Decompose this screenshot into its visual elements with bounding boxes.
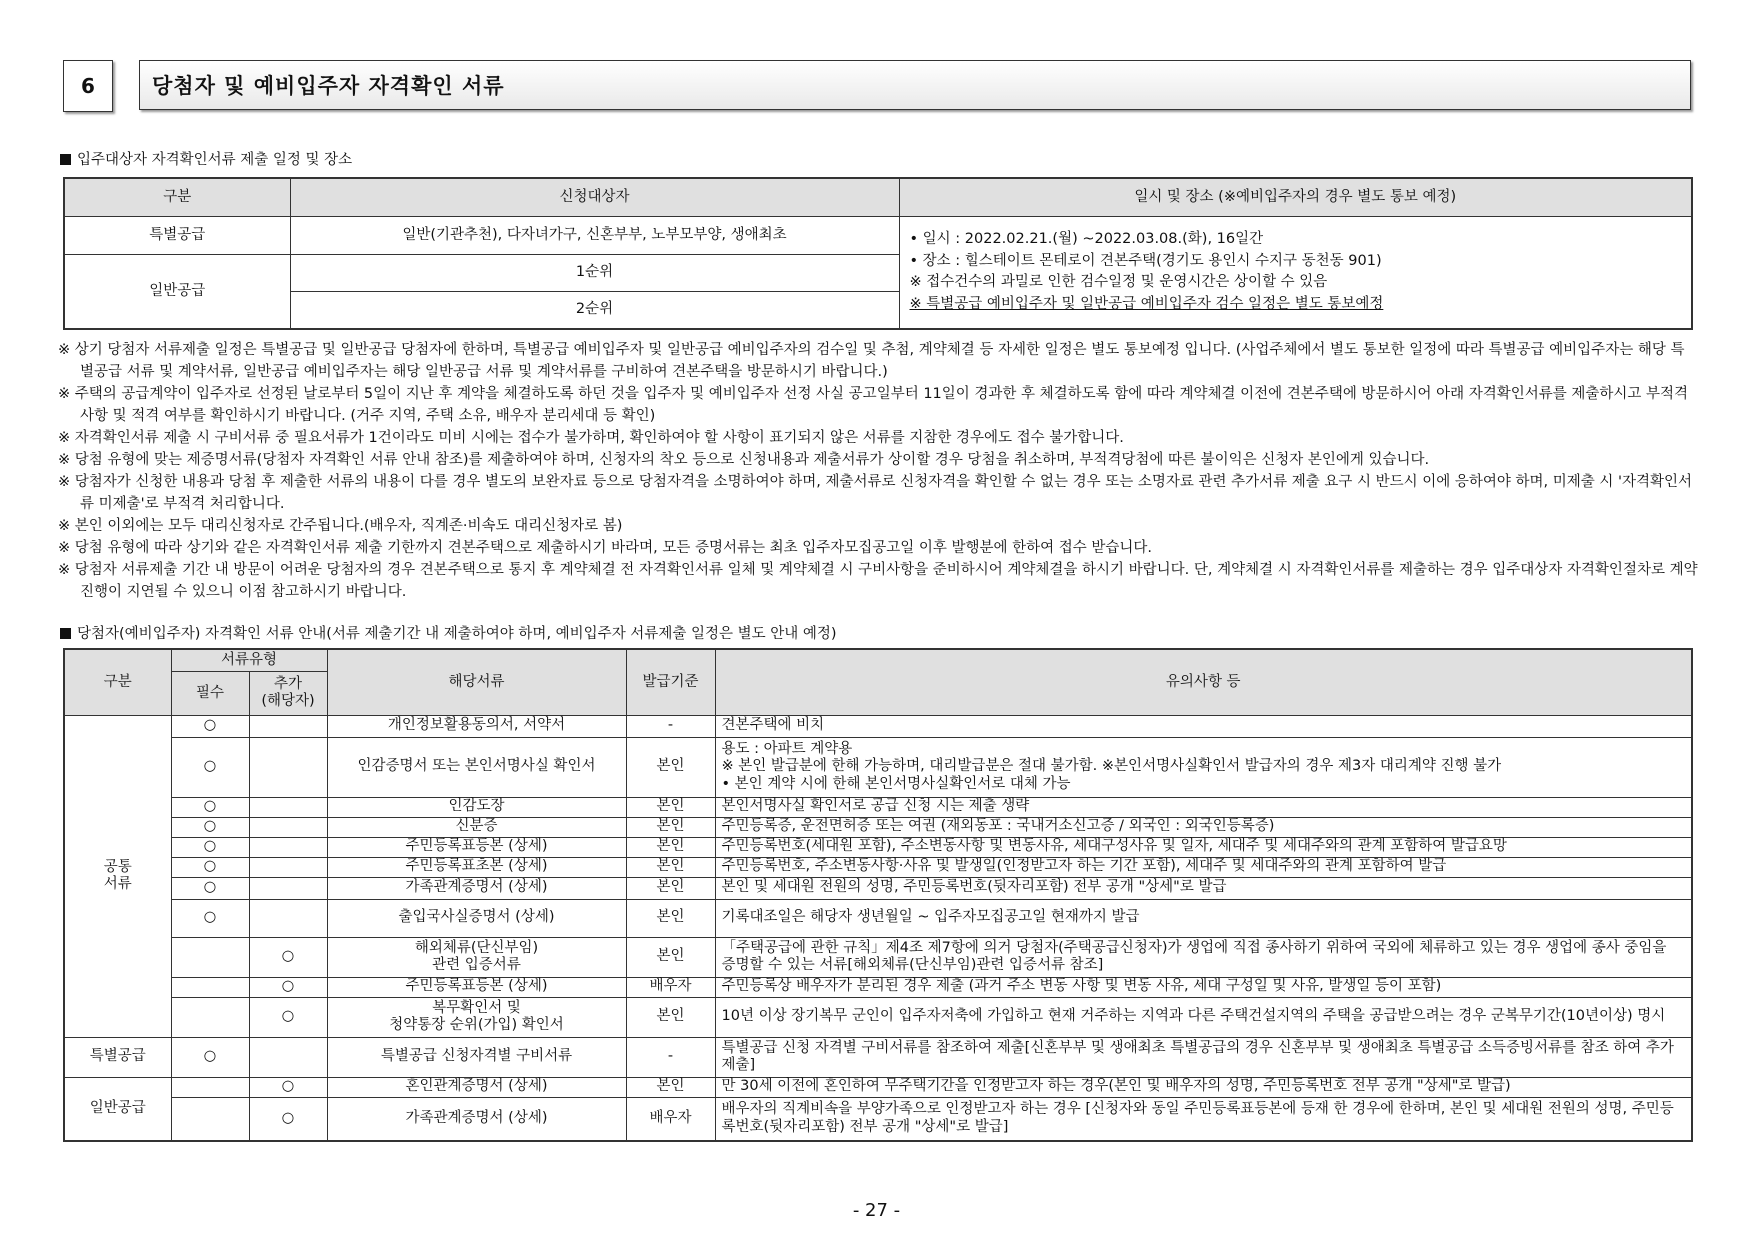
note-item: ※ 본인 이외에는 모두 대리신청자로 간주됩니다.(배우자, 직계존·비속도 대리신청자로 봄) — [58, 518, 623, 534]
schedule-header-category: 구분 — [64, 178, 290, 217]
general-rank2: 2순위 — [290, 292, 899, 329]
special-supply-label: 특별공급 — [64, 217, 290, 255]
issuer: 배우자 — [626, 1097, 715, 1141]
required-mark: ○ — [171, 737, 249, 797]
additional-mark — [249, 737, 327, 797]
additional-mark: ○ — [249, 937, 327, 977]
required-mark: ○ — [171, 1037, 249, 1077]
required-mark — [171, 1077, 249, 1097]
docs-header-additional: 추가 (해당자) — [249, 671, 327, 715]
document-name: 특별공급 신청자격별 구비서류 — [327, 1037, 626, 1077]
docs-heading-row — [60, 622, 837, 643]
additional-mark: ○ — [249, 1077, 327, 1097]
required-mark — [171, 937, 249, 977]
additional-mark: ○ — [249, 1097, 327, 1141]
general-supply-label: 일반공급 — [64, 255, 290, 329]
note-item: ※ 상기 당첨자 서류제출 일정은 특별공급 및 일반공급 당첨자에 한하며, 특별공급 예비입주자 및 일반공급 예비입주자의 검수일 및 추첨, 계약체결 등 자세한 일정은 별도 통보예정 입니다. (사업주체에서 별도 통보한 일정에 따라 특별공급 예비입주자는 해당 특별공급 서류 및 계약서류, 일반공급 예비입주자는 해당 일반공급 서류 및 계약서류를 구비하여 견본주택을 방문하시기 바랍니다.) — [58, 342, 1685, 380]
note-item: ※ 주택의 공급계약이 입주자로 선정된 날로부터 5일이 지난 후 계약을 체결하도록 하던 것을 입주자 및 예비입주자 선정 사실 공고일부터 11일이 경과한 후 체결하도록 함에 따라 계약체결 이전에 견본주택에 방문하시어 아래 자격확인서류를 제출하시고 부적격 사항 및 적격 여부를 확인하시기 바랍니다. (거주 지역, 주택 소유, 배우자 분리세대 등 확인) — [58, 386, 1689, 424]
group-label-general: 일반공급 — [64, 1077, 171, 1141]
table-row — [64, 797, 1692, 817]
note-item: ※ 당첨자 서류제출 기간 내 방문이 어려운 당첨자의 경우 견본주택으로 통지 후 계약체결 전 자격확인서류 일체 및 계약체결 시 구비사항을 준비하시어 계약체결을 하시기 바랍니다. 단, 계약체결 시 자격확인서류를 제출하는 경우 입주대상자 자격확인절차로 계약진행이 지연될 수 있으니 이점 참고하시기 바랍니다. — [58, 562, 1698, 600]
schedule-info-note: ※ 접수건수의 과밀로 인한 검수일정 및 운영시간은 상이할 수 있음 — [909, 274, 1328, 291]
special-supply-targets: 일반(기관추천), 다자녀가구, 신혼부부, 노부모부양, 생애최초 — [290, 217, 899, 255]
schedule-info — [899, 217, 1692, 329]
additional-mark — [249, 857, 327, 877]
schedule-info-reserve-note: ※ 특별공급 예비입주자 및 일반공급 예비입주자 검수 일정은 별도 통보예정 — [909, 295, 1384, 312]
issuer: - — [626, 1037, 715, 1077]
additional-mark — [249, 715, 327, 737]
document-name: 주민등록표등본 (상세) — [327, 837, 626, 857]
remark: 본인 및 세대원 전원의 성명, 주민등록번호(뒷자리포함) 전부 공개 "상세"로 발급 — [715, 877, 1692, 899]
remark: 주민등록번호, 주소변동사항·사유 및 발생일(인정받고자 하는 기간 포함), 세대주 및 세대주와의 관계 포함하여 발급 — [715, 857, 1692, 877]
additional-mark: ○ — [249, 977, 327, 997]
docs-heading: 당첨자(예비입주자) 자격확인 서류 안내(서류 제출기간 내 제출하여야 하며, 예비입주자 서류제출 일정은 별도 안내 예정) — [77, 626, 837, 642]
table-row — [64, 1037, 1692, 1077]
additional-mark — [249, 837, 327, 857]
remark: 본인서명사실 확인서로 공급 신청 시는 제출 생략 — [715, 797, 1692, 817]
document-name: 인감도장 — [327, 797, 626, 817]
required-mark: ○ — [171, 877, 249, 899]
issuer: 본인 — [626, 997, 715, 1037]
issuer: 본인 — [626, 899, 715, 937]
table-row — [64, 817, 1692, 837]
issuer: - — [626, 715, 715, 737]
remark: 10년 이상 장기복무 군인이 입주자저축에 가입하고 현재 거주하는 지역과 다른 주택건설지역의 주택을 공급받으려는 경우 군복무기간(10년이상) 명시 — [715, 997, 1692, 1037]
document-name: 주민등록표등본 (상세) — [327, 977, 626, 997]
document-name: 인감증명서 또는 본인서명사실 확인서 — [327, 737, 626, 797]
schedule-heading-row — [60, 148, 352, 169]
document-name: 신분증 — [327, 817, 626, 837]
docs-header-required: 필수 — [171, 671, 249, 715]
remark: 「주택공급에 관한 규칙」제4조 제7항에 의거 당첨자(주택공급신청자)가 생업에 직접 종사하기 위하여 국외에 체류하고 있는 경우 생업에 종사 중임을 증명할 수 있는 서류[해외체류(단신부임)관련 입증서류 참조] — [715, 937, 1692, 977]
remark: 주민등록번호(세대원 포함), 주소변동사항 및 변동사유, 세대구성사유 및 일자, 세대주 및 세대주와의 관계 포함하여 발급요망 — [715, 837, 1692, 857]
table-row — [64, 715, 1692, 737]
additional-mark — [249, 797, 327, 817]
issuer: 본인 — [626, 737, 715, 797]
schedule-table — [63, 177, 1693, 330]
required-mark — [171, 1097, 249, 1141]
page-number: - 27 - — [852, 1200, 901, 1221]
schedule-header-target: 신청대상자 — [290, 178, 899, 217]
issuer: 본인 — [626, 857, 715, 877]
group-label-common: 공통 서류 — [64, 715, 171, 1037]
docs-header-remarks: 유의사항 등 — [715, 649, 1692, 715]
table-row — [64, 877, 1692, 899]
remark: 특별공급 신청 자격별 구비서류를 참조하여 제출[신혼부부 및 생애최초 특별공급의 경우 신혼부부 및 생애최초 특별공급 소득증빙서류를 참조 하여 추가 제출] — [715, 1037, 1692, 1077]
notes-list — [58, 339, 1698, 603]
document-name: 주민등록표초본 (상세) — [327, 857, 626, 877]
square-bullet-icon — [60, 154, 71, 165]
docs-header-category: 구분 — [64, 649, 171, 715]
document-name: 가족관계증명서 (상세) — [327, 877, 626, 899]
required-mark: ○ — [171, 817, 249, 837]
section-number: 6 — [63, 60, 113, 112]
remark: 주민등록증, 운전면허증 또는 여권 (재외동포 : 국내거소신고증 / 외국인 : 외국인등록증) — [715, 817, 1692, 837]
schedule-heading: 입주대상자 자격확인서류 제출 일정 및 장소 — [77, 152, 353, 168]
note-item: ※ 당첨자가 신청한 내용과 당첨 후 제출한 서류의 내용이 다를 경우 별도의 보완자료 등으로 당첨자격을 소명하여야 하며, 제출서류로 신청자격을 확인할 수 없는 경우 또는 소명자료 관련 추가서류 제출 요구 시 반드시 이에 응하여야 하며, 미제출 시 '자격확인서류 미제출'로 부적격 처리합니다. — [58, 474, 1692, 512]
table-row — [64, 737, 1692, 797]
section-title: 당첨자 및 예비입주자 자격확인 서류 — [139, 60, 1691, 110]
schedule-info-date: • 일시 : 2022.02.21.(월) ~2022.03.08.(화), 16일간 — [909, 231, 1264, 248]
table-row — [64, 857, 1692, 877]
note-item: ※ 당첨 유형에 맞는 제증명서류(당첨자 자격확인 서류 안내 참조)를 제출하여야 하며, 신청자의 착오 등으로 신청내용과 제출서류가 상이할 경우 당첨을 취소하며, 부적격당첨에 따른 불이익은 신청자 본인에게 있습니다. — [58, 452, 1430, 468]
remark: 배우자의 직계비속을 부양가족으로 인정받고자 하는 경우 [신청자와 동일 주민등록표등본에 등재 한 경우에 한하며, 본인 및 세대원 전원의 성명, 주민등록번호(뒷자리포함) 전부 공개 "상세"로 발급] — [715, 1097, 1692, 1141]
document-name: 해외체류(단신부임) 관련 입증서류 — [327, 937, 626, 977]
issuer: 배우자 — [626, 977, 715, 997]
remark: 주민등록상 배우자가 분리된 경우 제출 (과거 주소 변동 사항 및 변동 사유, 세대 구성일 및 사유, 발생일 등이 포함) — [715, 977, 1692, 997]
group-label-special: 특별공급 — [64, 1037, 171, 1077]
issuer: 본인 — [626, 837, 715, 857]
additional-mark — [249, 1037, 327, 1077]
required-mark: ○ — [171, 857, 249, 877]
table-row — [64, 899, 1692, 937]
table-row — [64, 977, 1692, 997]
remark: 만 30세 이전에 혼인하여 무주택기간을 인정받고자 하는 경우(본인 및 배우자의 성명, 주민등록번호 전부 공개 "상세"로 발급) — [715, 1077, 1692, 1097]
issuer: 본인 — [626, 877, 715, 899]
required-mark: ○ — [171, 899, 249, 937]
schedule-info-place: • 장소 : 힐스테이트 몬테로이 견본주택(경기도 용인시 수지구 동천동 901) — [909, 252, 1382, 269]
document-name: 가족관계증명서 (상세) — [327, 1097, 626, 1141]
note-item: ※ 자격확인서류 제출 시 구비서류 중 필요서류가 1건이라도 미비 시에는 접수가 불가하며, 확인하여야 할 사항이 표기되지 않은 서류를 지참한 경우에도 접수 불가합니다. — [58, 430, 1124, 446]
docs-header-issuer: 발급기준 — [626, 649, 715, 715]
note-item: ※ 당첨 유형에 따라 상기와 같은 자격확인서류 제출 기한까지 견본주택으로 제출하시기 바라며, 모든 증명서류는 최초 입주자모집공고일 이후 발행분에 한하여 접수 받습니다. — [58, 540, 1153, 556]
issuer: 본인 — [626, 1077, 715, 1097]
square-bullet-icon — [60, 628, 71, 639]
required-mark — [171, 997, 249, 1037]
issuer: 본인 — [626, 937, 715, 977]
remark: 용도 : 아파트 계약용 ※ 본인 발급분에 한해 가능하며, 대리발급분은 절대 불가함. ※본인서명사실확인서 발급자의 경우 제3자 대리계약 진행 불가 • 본인 계약 시에 한해 본인서명사실확인서로 대체 가능 — [715, 737, 1692, 797]
document-name: 출입국사실증명서 (상세) — [327, 899, 626, 937]
document-name: 혼인관계증명서 (상세) — [327, 1077, 626, 1097]
issuer: 본인 — [626, 817, 715, 837]
docs-header-type: 서류유형 — [171, 649, 327, 671]
general-rank1: 1순위 — [290, 255, 899, 292]
required-mark: ○ — [171, 715, 249, 737]
required-mark: ○ — [171, 837, 249, 857]
required-mark — [171, 977, 249, 997]
table-row — [64, 937, 1692, 977]
documents-table — [63, 648, 1693, 1142]
additional-mark: ○ — [249, 997, 327, 1037]
schedule-header-datetime: 일시 및 장소 (※예비입주자의 경우 별도 통보 예정) — [899, 178, 1692, 217]
table-row — [64, 1077, 1692, 1097]
table-row — [64, 1097, 1692, 1141]
additional-mark — [249, 877, 327, 899]
issuer: 본인 — [626, 797, 715, 817]
remark: 견본주택에 비치 — [715, 715, 1692, 737]
remark: 기록대조일은 해당자 생년월일 ~ 입주자모집공고일 현재까지 발급 — [715, 899, 1692, 937]
additional-mark — [249, 817, 327, 837]
docs-header-document: 해당서류 — [327, 649, 626, 715]
document-name: 복무확인서 및 청약통장 순위(가입) 확인서 — [327, 997, 626, 1037]
additional-mark — [249, 899, 327, 937]
table-row — [64, 837, 1692, 857]
required-mark: ○ — [171, 797, 249, 817]
document-name: 개인정보활용동의서, 서약서 — [327, 715, 626, 737]
table-row — [64, 997, 1692, 1037]
